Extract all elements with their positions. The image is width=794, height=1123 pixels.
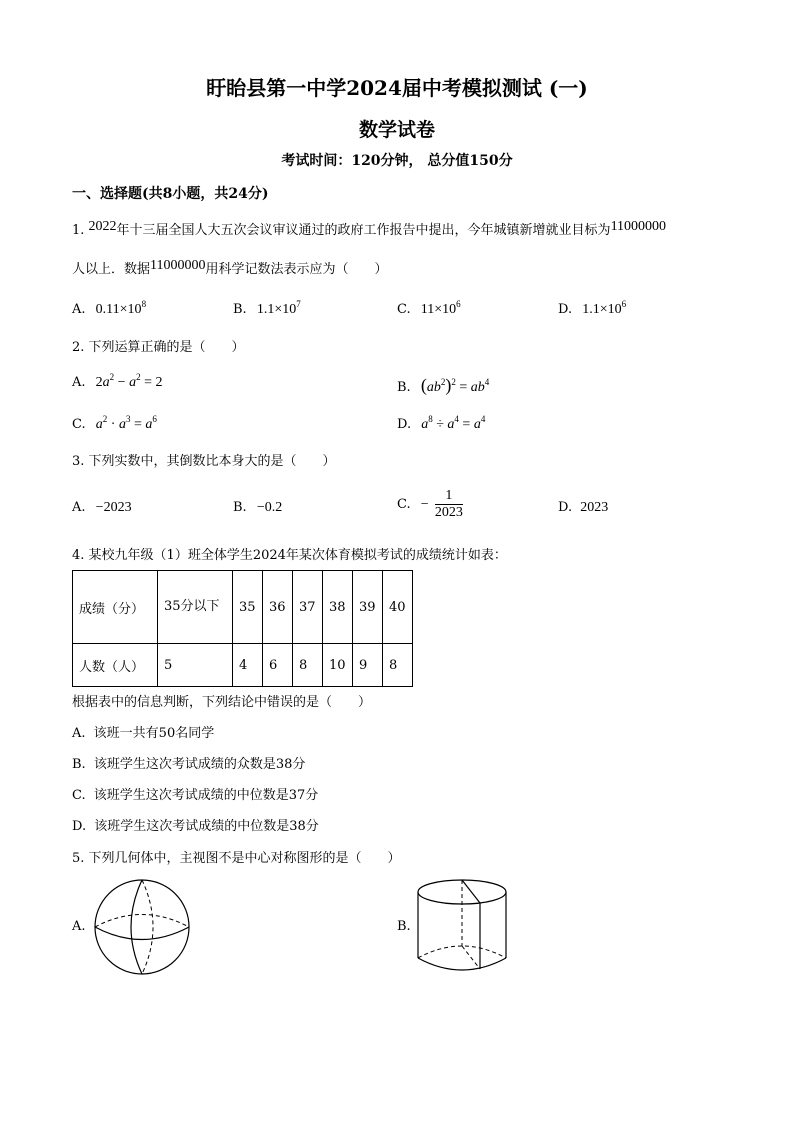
option-value: −0.2 bbox=[256, 500, 283, 515]
question-1-option-a[interactable] bbox=[72, 299, 147, 317]
question-1-line-2 bbox=[72, 258, 388, 277]
table-cell: 38 bbox=[323, 571, 353, 644]
sphere-figure[interactable] bbox=[90, 878, 194, 976]
question-5-stem bbox=[72, 852, 401, 865]
question-3-number: 3. bbox=[72, 454, 85, 469]
option-value: $1.1\times 10^7$ bbox=[256, 299, 301, 317]
table-cell: 4 bbox=[233, 644, 263, 687]
table-cell: 8 bbox=[383, 644, 413, 687]
question-4-prompt: 根据表中的信息判断，下列结论中错误的是（ ） bbox=[72, 695, 372, 710]
table-row bbox=[73, 571, 413, 644]
question-4-text: 某校九年级（1）班全体学生2024年某次体育模拟考试的成绩统计如表： bbox=[88, 548, 507, 563]
option-text: 该班学生这次考试成绩的众数是38分 bbox=[93, 757, 306, 772]
table-row bbox=[73, 644, 413, 687]
table-cell: 35 bbox=[233, 571, 263, 644]
option-label: B. bbox=[233, 500, 247, 515]
question-1-option-c[interactable] bbox=[397, 299, 461, 317]
option-formula: $2a^2 - a^2 = 2$ bbox=[95, 372, 163, 390]
option-text: 该班学生这次考试成绩的中位数是37分 bbox=[93, 788, 319, 803]
question-2-text: 下列运算正确的是（ ） bbox=[88, 340, 245, 355]
exam-info: 考试时间：120分钟， 总分值150分 bbox=[281, 153, 513, 169]
question-5-text: 下列几何体中，主视图不是中心对称图形的是（ ） bbox=[88, 851, 401, 866]
option-label: D. bbox=[397, 417, 412, 432]
table-cell: 9 bbox=[353, 644, 383, 687]
option-value: $11\times 10^6$ bbox=[420, 299, 461, 317]
question-2-option-a[interactable] bbox=[72, 372, 163, 390]
question-5-option-a-label[interactable]: A. bbox=[72, 919, 86, 934]
option-label: D. bbox=[558, 500, 573, 515]
question-4-stem bbox=[72, 549, 507, 562]
question-4-option-d[interactable] bbox=[72, 820, 319, 833]
option-value: −2023 bbox=[95, 500, 132, 515]
option-value: $1.1\times 10^6$ bbox=[582, 299, 627, 317]
question-3-option-a[interactable] bbox=[72, 501, 132, 515]
question-1-option-b[interactable] bbox=[233, 299, 301, 317]
question-1-option-d[interactable] bbox=[558, 299, 627, 317]
option-label: C. bbox=[72, 417, 86, 432]
option-formula: $(ab^2)^2 = ab^4$ bbox=[420, 375, 490, 395]
option-value: $0.11\times 10^8$ bbox=[95, 299, 147, 317]
option-label: B. bbox=[72, 757, 86, 772]
year-value: 2022 bbox=[88, 219, 117, 234]
fraction bbox=[435, 488, 463, 521]
question-4-option-b[interactable] bbox=[72, 758, 305, 771]
option-label: A. bbox=[72, 500, 86, 515]
question-2-stem bbox=[72, 341, 245, 354]
option-label: D. bbox=[72, 819, 87, 834]
score-table bbox=[72, 570, 413, 687]
option-text: 该班学生这次考试成绩的中位数是38分 bbox=[94, 819, 319, 834]
option-label: B. bbox=[233, 302, 247, 317]
question-2-number: 2. bbox=[72, 340, 85, 355]
question-4-option-c[interactable] bbox=[72, 789, 318, 802]
data-number: 11000000 bbox=[150, 258, 206, 273]
option-text: 该班一共有50名同学 bbox=[93, 726, 215, 741]
question-5-number: 5. bbox=[72, 851, 85, 866]
question-5-option-b-label[interactable]: B. bbox=[397, 919, 411, 934]
question-2-option-d[interactable] bbox=[397, 414, 486, 432]
option-label: A. bbox=[72, 302, 86, 317]
table-cell: 5 bbox=[158, 644, 233, 687]
option-label: C. bbox=[397, 497, 411, 512]
fraction-denominator: 2023 bbox=[434, 505, 463, 520]
question-4-option-a[interactable] bbox=[72, 727, 214, 740]
question-1-text-a: 年十三届全国人大五次会议审议通过的政府工作报告中提出，今年城镇新增就业目标为 bbox=[116, 223, 611, 238]
question-2-option-c[interactable] bbox=[72, 414, 157, 432]
table-cell: 36 bbox=[263, 571, 293, 644]
question-1-line-1 bbox=[72, 219, 667, 238]
option-label: A. bbox=[72, 726, 86, 741]
employment-target: 11000000 bbox=[610, 219, 667, 234]
table-cell: 39 bbox=[353, 571, 383, 644]
table-cell: 6 bbox=[263, 644, 293, 687]
question-3-option-b[interactable] bbox=[233, 501, 282, 515]
option-label: A. bbox=[72, 375, 86, 390]
question-1-text-c: 用科学记数法表示应为（ ） bbox=[205, 262, 388, 277]
table-cell: 40 bbox=[383, 571, 413, 644]
question-1-text-b: 人以上．数据 bbox=[72, 262, 151, 277]
table-cell: 成绩（分） bbox=[73, 571, 158, 644]
exam-title: 盱眙县第一中学2024届中考模拟测试 (一) bbox=[206, 76, 588, 100]
option-label: C. bbox=[72, 788, 86, 803]
table-cell: 35分以下 bbox=[158, 571, 233, 644]
table-cell: 8 bbox=[293, 644, 323, 687]
fraction-numerator: 1 bbox=[435, 488, 463, 505]
option-formula: $a^8 \div a^4 = a^4$ bbox=[421, 414, 486, 432]
option-value: 2023 bbox=[580, 500, 609, 515]
option-formula: $a^2 \cdot a^3 = a^6$ bbox=[95, 414, 157, 432]
section-heading: 一、选择题(共8小题，共24分) bbox=[72, 186, 269, 202]
question-3-text: 下列实数中，其倒数比本身大的是（ ） bbox=[88, 454, 336, 469]
question-4-number: 4. bbox=[72, 548, 85, 563]
option-label: C. bbox=[397, 302, 411, 317]
cylinder-figure[interactable] bbox=[416, 878, 508, 974]
exam-subtitle: 数学试卷 bbox=[358, 119, 435, 141]
question-1-number: 1. bbox=[72, 223, 85, 238]
table-cell: 37 bbox=[293, 571, 323, 644]
fraction-sign: − bbox=[420, 496, 429, 512]
question-2-option-b[interactable] bbox=[397, 376, 489, 395]
option-label: B. bbox=[397, 380, 411, 395]
option-label: D. bbox=[558, 302, 573, 317]
table-cell: 10 bbox=[323, 644, 353, 687]
table-cell: 人数（人） bbox=[73, 644, 158, 687]
question-3-stem bbox=[72, 455, 336, 468]
question-3-option-d[interactable] bbox=[558, 501, 608, 515]
question-3-option-c[interactable] bbox=[397, 488, 463, 521]
